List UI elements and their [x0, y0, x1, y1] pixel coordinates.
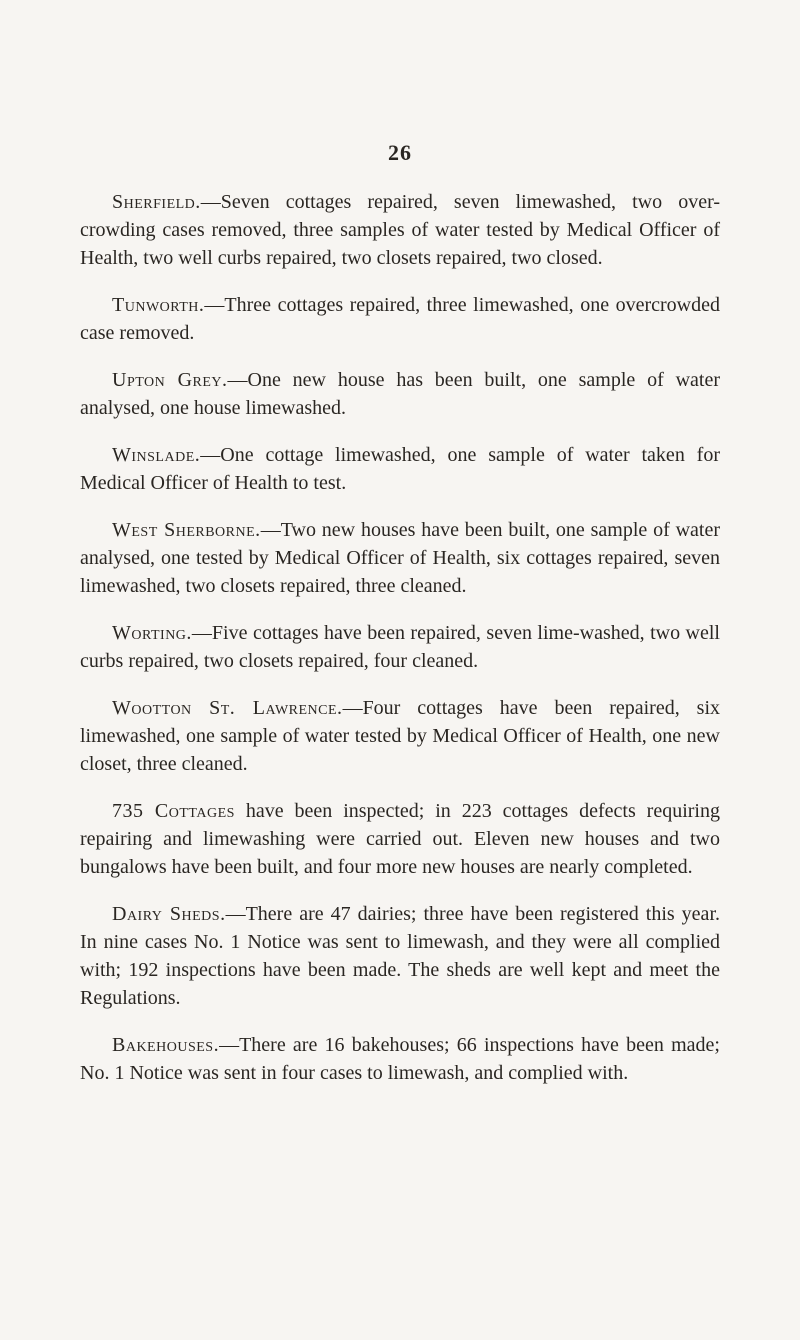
paragraph-sherfield	[80, 188, 720, 272]
paragraph-heading: Dairy Sheds.	[112, 903, 226, 925]
paragraph-text: —Two new houses have been built, one sample of water analysed, one tested by Medical Officer of Health, six cottages repaired, seven limewashed, two closets repaired, three cleaned.	[80, 519, 721, 597]
paragraph-text: —One cottage limewashed, one sample of water taken for Medical Officer of Health to test.	[80, 444, 720, 494]
paragraph-text: —One new house has been built, one sample of water analysed, one house limewashed.	[80, 369, 720, 419]
paragraph-heading: West Sherborne.	[112, 519, 261, 541]
paragraph-text: —Four cottages have been repaired, six limewashed, one sample of water tested by Medical Officer of Health, one new closet, three cleaned.	[80, 697, 720, 775]
paragraph-heading: Sherfield.	[112, 191, 201, 213]
paragraph-cottages-summary	[80, 797, 720, 881]
paragraph-west-sherborne	[80, 516, 720, 600]
paragraph-heading: Winslade.	[112, 444, 201, 466]
paragraph-tunworth	[80, 291, 720, 347]
page-number: 26	[388, 140, 412, 165]
paragraph-bakehouses	[80, 1031, 720, 1087]
paragraph-heading: Upton Grey.	[112, 369, 228, 391]
paragraph-text: have been inspected; in 223 cottages defects requiring repairing and limewashing were carried out. Eleven new houses and two bungalows have been built, and four more new houses are nearly completed.	[80, 800, 720, 878]
paragraph-upton-grey	[80, 366, 720, 422]
paragraph-text: —Three cottages repaired, three limewashed, one overcrowded case removed.	[80, 294, 720, 344]
paragraph-text: —Five cottages have been repaired, seven lime-washed, two well curbs repaired, two closets repaired, four cleaned.	[80, 622, 720, 672]
paragraph-dairy-sheds	[80, 900, 720, 1012]
paragraph-heading: Bakehouses.	[112, 1034, 220, 1056]
paragraph-text: —Seven cottages repaired, seven limewashed, two over-crowding cases removed, three samples of water tested by Medical Officer of Health, two well curbs repaired, two closets repaired, two closed.	[80, 191, 720, 269]
paragraph-heading: 735 Cottages	[112, 800, 235, 822]
paragraph-heading: Worting.	[112, 622, 192, 644]
paragraph-heading: Tunworth.	[112, 294, 205, 316]
paragraph-worting	[80, 619, 720, 675]
paragraph-winslade	[80, 441, 720, 497]
paragraph-text: —There are 47 dairies; three have been registered this year. In nine cases No. 1 Notice was sent to limewash, and they were all complied with; 192 inspections have been made. The sheds are well kept and meet the Regulations.	[80, 903, 720, 1009]
paragraph-wootton-st-lawrence	[80, 694, 720, 778]
document-body	[80, 188, 720, 1106]
paragraph-text: —There are 16 bakehouses; 66 inspections have been made; No. 1 Notice was sent in four cases to limewash, and complied with.	[80, 1034, 720, 1084]
paragraph-heading: Wootton St. Lawrence.	[112, 697, 343, 719]
